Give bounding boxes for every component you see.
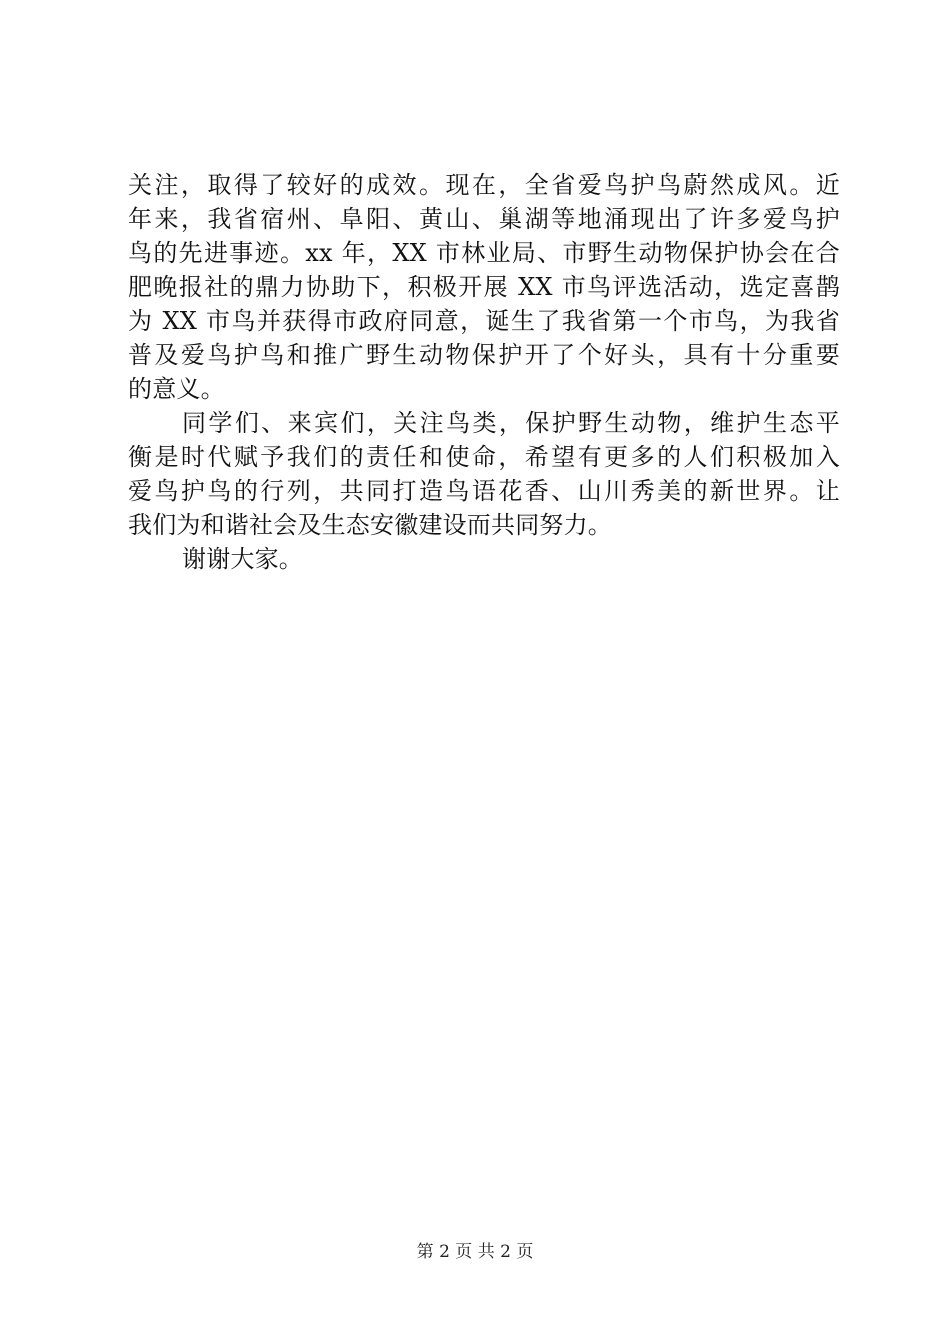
text-line: 的意义。 <box>128 375 225 403</box>
text-line: 衡是时代赋予我们的责任和使命，希望有更多的人们积极加入 <box>128 443 840 471</box>
text-line: 爱鸟护鸟的行列，共同打造鸟语花香、山川秀美的新世界。让 <box>128 477 840 505</box>
text-line: 肥晚报社的鼎力协助下，积极开展 XX 市鸟评选活动，选定喜鹊 <box>128 273 840 301</box>
page-footer <box>0 1240 950 1264</box>
text-line: 同学们、来宾们，关注鸟类，保护野生动物，维护生态平 <box>182 409 840 437</box>
closing-line: 谢谢大家。 <box>182 545 303 573</box>
text-line: 普及爱鸟护鸟和推广野生动物保护开了个好头，具有十分重要 <box>128 341 840 369</box>
paragraph-call-to-action <box>128 406 840 542</box>
text-line: 年来，我省宿州、阜阳、黄山、巢湖等地涌现出了许多爱鸟护 <box>128 205 840 233</box>
text-line: 为 XX 市鸟并获得市政府同意，诞生了我省第一个市鸟，为我省 <box>128 307 840 335</box>
text-line: 关注，取得了较好的成效。现在，全省爱鸟护鸟蔚然成风。近 <box>128 171 840 199</box>
paragraph-closing <box>128 542 840 576</box>
paragraph-bird-protection <box>128 168 840 406</box>
page-number: 第 2 页 共 2 页 <box>416 1242 534 1262</box>
text-line: 我们为和谐社会及生态安徽建设而共同努力。 <box>128 511 612 539</box>
document-body <box>128 168 840 576</box>
text-line: 鸟的先进事迹。xx 年，XX 市林业局、市野生动物保护协会在合 <box>128 239 840 267</box>
